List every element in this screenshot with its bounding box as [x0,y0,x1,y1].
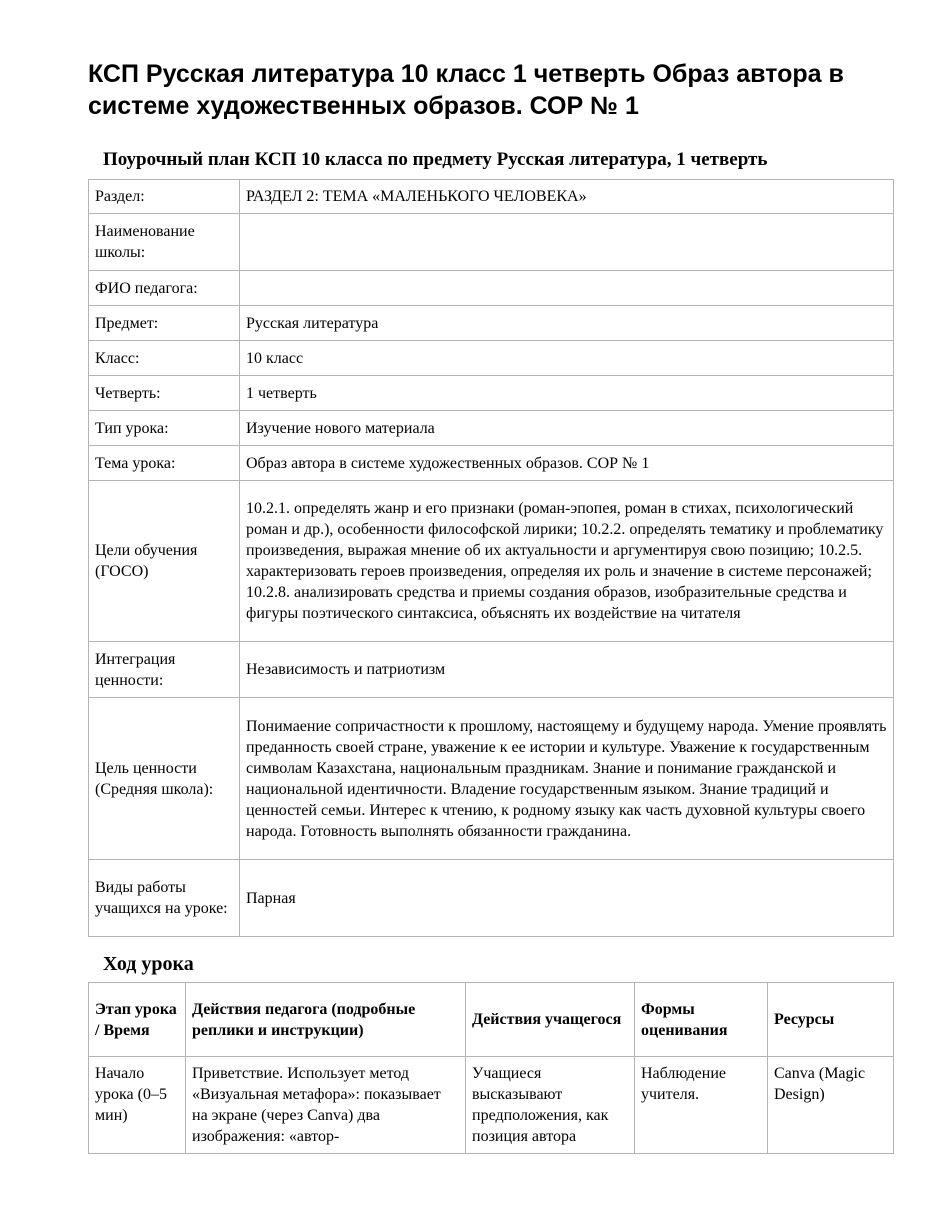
info-row-subject [89,306,894,341]
info-value: Русская литература [240,306,894,341]
info-row-work-types [89,860,894,937]
info-label: Интеграция ценности: [89,642,240,698]
column-header-teacher-actions: Действия педагога (подробные реплики и инструкции) [186,983,466,1057]
info-row-quarter [89,376,894,411]
document-title: КСП Русская литература 10 класс 1 четверть Образ автора в системе художественных образов. СОР № 1 [88,60,844,120]
info-value: 1 четверть [240,376,894,411]
info-row-value-goal [89,698,894,860]
info-value: Парная [240,860,894,937]
step-stage: Начало урока (0–5 мин) [89,1057,186,1154]
info-label: Четверть: [89,376,240,411]
info-row-learning-goals [89,481,894,642]
info-label: Предмет: [89,306,240,341]
info-row-section [89,180,894,214]
steps-header-row [89,983,894,1057]
info-value [240,214,894,271]
info-row-topic [89,446,894,481]
info-label: Цели обучения (ГОСО) [89,481,240,642]
info-value: 10.2.1. определять жанр и его признаки (роман-эпопея, роман в стихах, психологический роман и др.), особенности философской лирики; 10.2.2. определять тематику и проблематику произведения, выражая мнение об их актуальности и аргументируя свою позицию; 10.2.5. характеризовать героев произведения, определяя их роль и значение в системе персонажей; 10.2.8. анализировать средства и приемы создания образов, изобразительные средства и фигуры поэтического синтаксиса, объяснять их воздействие на читателя [240,481,894,642]
info-value: Понимаение сопричастности к прошлому, настоящему и будущему народа. Умение проявлять преданность своей стране, уважение к ее истории и культуре. Уважение к государственным символам Казахстана, национальным праздникам. Знание и понимание гражданской и национальной идентичности. Владение государственным языком. Знание традиций и ценностей семьи. Интерес к чтению, к родному языку как часть духовной культуры своего народа. Готовность выполнять обязанности гражданина. [240,698,894,860]
step-teacher-actions: Приветствие. Использует метод «Визуальная метафора»: показывает на экране (через Canva) два изображения: «автор- [186,1057,466,1154]
info-value [240,271,894,306]
info-label: Класс: [89,341,240,376]
info-label: Виды работы учащихся на уроке: [89,860,240,937]
info-row-value-integration [89,642,894,698]
info-value: Образ автора в системе художественных образов. СОР № 1 [240,446,894,481]
info-label: Цель ценности (Средняя школа): [89,698,240,860]
info-label: Тема урока: [89,446,240,481]
info-value: РАЗДЕЛ 2: ТЕМА «МАЛЕНЬКОГО ЧЕЛОВЕКА» [240,180,894,214]
step-resources: Canva (Magic Design) [768,1057,894,1154]
lesson-progress-heading: Ход урока [103,953,194,975]
column-header-assessment: Формы оценивания [635,983,768,1057]
info-label: Наименование школы: [89,214,240,271]
info-row-grade [89,341,894,376]
column-header-resources: Ресурсы [768,983,894,1057]
info-value: Изучение нового материала [240,411,894,446]
info-label: Раздел: [89,180,240,214]
column-header-stage: Этап урока / Время [89,983,186,1057]
plan-heading: Поурочный план КСП 10 класса по предмету Русская литература, 1 четверть [103,149,768,170]
info-row-lesson-type [89,411,894,446]
info-row-teacher [89,271,894,306]
step-assessment: Наблюдение учителя. [635,1057,768,1154]
info-value: 10 класс [240,341,894,376]
info-value: Независимость и патриотизм [240,642,894,698]
lesson-info-table [88,179,894,937]
column-header-student-actions: Действия учащегося [466,983,635,1057]
step-student-actions: Учащиеся высказывают предположения, как позиция автора [466,1057,635,1154]
info-label: ФИО педагога: [89,271,240,306]
info-row-school [89,214,894,271]
info-label: Тип урока: [89,411,240,446]
table-row [89,1057,894,1154]
lesson-steps-table [88,982,894,1154]
